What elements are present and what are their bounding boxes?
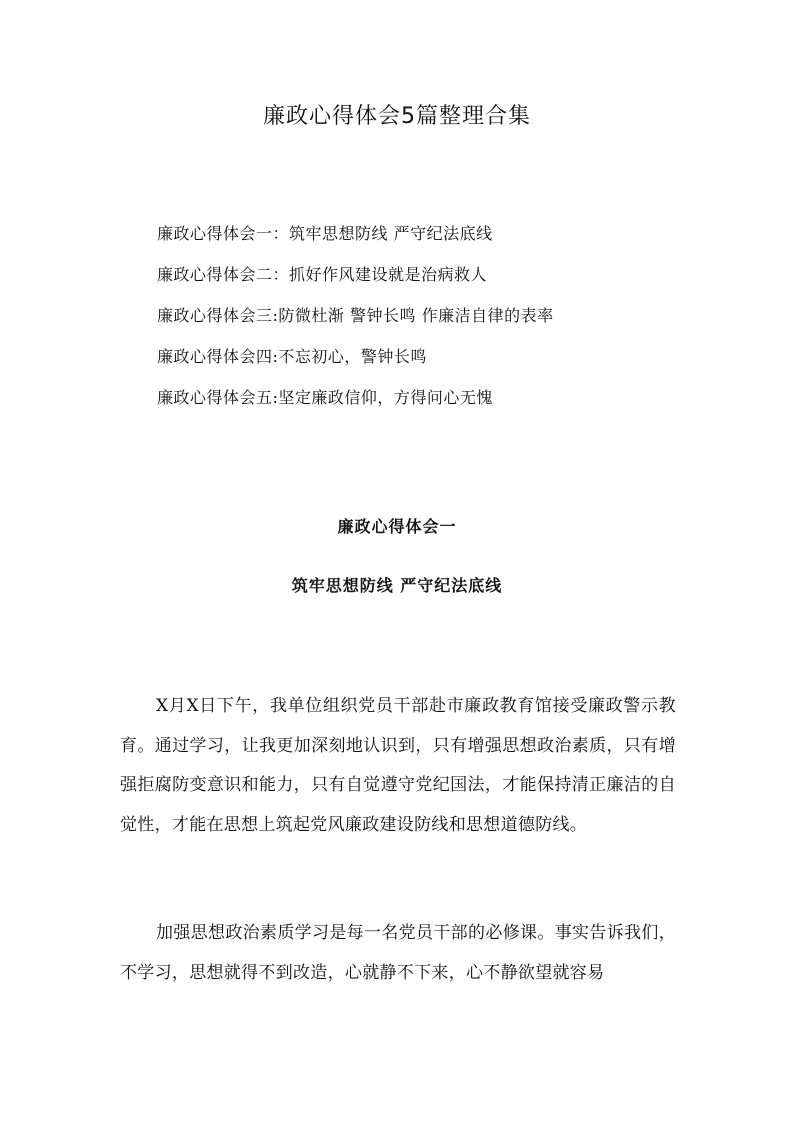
document-title: 廉政心得体会5篇整理合集: [263, 104, 531, 129]
toc-item: 廉政心得体会一：筑牢思想防线 严守纪法底线: [157, 224, 493, 243]
toc-item: 廉政心得体会三:防微杜渐 警钟长鸣 作廉洁自律的表率: [157, 306, 554, 325]
body-paragraph: 加强思想政治素质学习是每一名党员干部的必修课。事实告诉我们，不学习，思想就得不到改造，心就静不下来，心不静欲望就容易: [120, 923, 676, 983]
body-paragraph: X月X日下午，我单位组织党员干部赴市廉政教育馆接受廉政警示教育。通过学习，让我更加深刻地认识到，只有增强思想政治素质，只有增强拒腐防变意识和能力，只有自觉遵守党纪国法，才能保持清正廉洁的自觉性，才能在思想上筑起党风廉政建设防线和思想道德防线。: [120, 696, 676, 835]
section-subheading: 筑牢思想防线 严守纪法底线: [291, 576, 503, 595]
section-heading: 廉政心得体会一: [337, 517, 457, 536]
table-of-contents: [157, 224, 554, 429]
toc-item: 廉政心得体会二：抓好作风建设就是治病救人: [157, 265, 488, 284]
toc-item: 廉政心得体会四:不忘初心，警钟长鸣: [157, 347, 427, 366]
toc-item: 廉政心得体会五:坚定廉政信仰，方得问心无愧: [157, 388, 493, 407]
